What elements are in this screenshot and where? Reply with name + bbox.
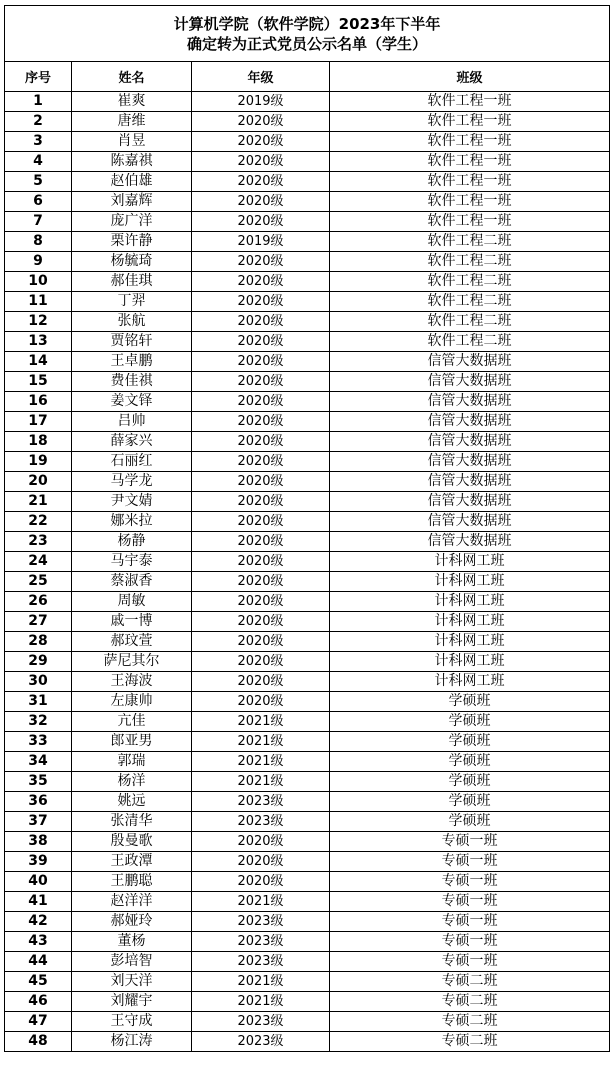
row-index: 1	[5, 92, 72, 112]
grade: 2020级	[192, 332, 330, 352]
class-name: 计科网工班	[330, 632, 610, 652]
header-grade: 年级	[192, 62, 330, 92]
table-row	[5, 892, 610, 912]
table-row	[5, 312, 610, 332]
row-index: 36	[5, 792, 72, 812]
table-row	[5, 752, 610, 772]
grade: 2023级	[192, 912, 330, 932]
table-row	[5, 232, 610, 252]
table-row	[5, 332, 610, 352]
student-name: 王海波	[72, 672, 192, 692]
table-row	[5, 472, 610, 492]
grade: 2020级	[192, 852, 330, 872]
row-index: 26	[5, 592, 72, 612]
table-row	[5, 852, 610, 872]
header-row	[5, 62, 610, 92]
row-index: 7	[5, 212, 72, 232]
student-name: 肖昱	[72, 132, 192, 152]
class-name: 信管大数据班	[330, 392, 610, 412]
row-index: 31	[5, 692, 72, 712]
grade: 2020级	[192, 632, 330, 652]
table-row	[5, 992, 610, 1012]
row-index: 13	[5, 332, 72, 352]
class-name: 学硕班	[330, 812, 610, 832]
row-index: 46	[5, 992, 72, 1012]
grade: 2020级	[192, 312, 330, 332]
grade: 2020级	[192, 192, 330, 212]
row-index: 14	[5, 352, 72, 372]
grade: 2020级	[192, 872, 330, 892]
title-cell	[5, 6, 610, 62]
class-name: 学硕班	[330, 732, 610, 752]
table-row	[5, 272, 610, 292]
class-name: 学硕班	[330, 712, 610, 732]
grade: 2020级	[192, 352, 330, 372]
class-name: 软件工程一班	[330, 152, 610, 172]
class-name: 计科网工班	[330, 592, 610, 612]
class-name: 软件工程二班	[330, 232, 610, 252]
grade: 2023级	[192, 952, 330, 972]
row-index: 25	[5, 572, 72, 592]
table-row	[5, 172, 610, 192]
row-index: 44	[5, 952, 72, 972]
grade: 2020级	[192, 652, 330, 672]
student-name: 石丽红	[72, 452, 192, 472]
student-name: 薛家兴	[72, 432, 192, 452]
student-name: 姜文铎	[72, 392, 192, 412]
class-name: 软件工程一班	[330, 92, 610, 112]
row-index: 21	[5, 492, 72, 512]
class-name: 专硕一班	[330, 872, 610, 892]
table-row	[5, 372, 610, 392]
row-index: 41	[5, 892, 72, 912]
row-index: 28	[5, 632, 72, 652]
row-index: 42	[5, 912, 72, 932]
grade: 2023级	[192, 932, 330, 952]
class-name: 专硕一班	[330, 852, 610, 872]
header-index: 序号	[5, 62, 72, 92]
row-index: 23	[5, 532, 72, 552]
grade: 2021级	[192, 992, 330, 1012]
table-row	[5, 712, 610, 732]
student-name: 尹文婧	[72, 492, 192, 512]
grade: 2020级	[192, 112, 330, 132]
class-name: 信管大数据班	[330, 532, 610, 552]
grade: 2023级	[192, 792, 330, 812]
student-name: 郝佳琪	[72, 272, 192, 292]
grade: 2020级	[192, 592, 330, 612]
student-name: 周敏	[72, 592, 192, 612]
student-name: 丁羿	[72, 292, 192, 312]
row-index: 11	[5, 292, 72, 312]
grade: 2020级	[192, 532, 330, 552]
grade: 2021级	[192, 772, 330, 792]
table-row	[5, 612, 610, 632]
table-row	[5, 552, 610, 572]
table-row	[5, 512, 610, 532]
class-name: 信管大数据班	[330, 452, 610, 472]
grade: 2020级	[192, 512, 330, 532]
row-index: 9	[5, 252, 72, 272]
table-row	[5, 812, 610, 832]
row-index: 3	[5, 132, 72, 152]
table-row	[5, 972, 610, 992]
class-name: 专硕一班	[330, 952, 610, 972]
grade: 2020级	[192, 412, 330, 432]
table-row	[5, 832, 610, 852]
class-name: 学硕班	[330, 772, 610, 792]
grade: 2020级	[192, 832, 330, 852]
class-name: 专硕一班	[330, 892, 610, 912]
grade: 2021级	[192, 892, 330, 912]
grade: 2020级	[192, 272, 330, 292]
grade: 2019级	[192, 92, 330, 112]
student-name: 郭瑞	[72, 752, 192, 772]
class-name: 信管大数据班	[330, 372, 610, 392]
class-name: 专硕二班	[330, 992, 610, 1012]
student-name: 贾铭轩	[72, 332, 192, 352]
grade: 2020级	[192, 132, 330, 152]
student-name: 张航	[72, 312, 192, 332]
table-row	[5, 912, 610, 932]
student-name: 庞广洋	[72, 212, 192, 232]
class-name: 计科网工班	[330, 552, 610, 572]
class-name: 信管大数据班	[330, 352, 610, 372]
class-name: 学硕班	[330, 752, 610, 772]
table-row	[5, 872, 610, 892]
student-name: 郝玟萱	[72, 632, 192, 652]
student-name: 唐维	[72, 112, 192, 132]
table-row	[5, 132, 610, 152]
row-index: 24	[5, 552, 72, 572]
grade: 2019级	[192, 232, 330, 252]
table-row	[5, 252, 610, 272]
grade: 2020级	[192, 372, 330, 392]
table-row	[5, 692, 610, 712]
class-name: 软件工程一班	[330, 172, 610, 192]
class-name: 信管大数据班	[330, 492, 610, 512]
class-name: 专硕一班	[330, 912, 610, 932]
student-name: 王卓鹏	[72, 352, 192, 372]
grade: 2021级	[192, 732, 330, 752]
class-name: 专硕一班	[330, 932, 610, 952]
table-row	[5, 792, 610, 812]
row-index: 8	[5, 232, 72, 252]
student-name: 栗许静	[72, 232, 192, 252]
table-row	[5, 1012, 610, 1032]
class-name: 计科网工班	[330, 652, 610, 672]
table-row	[5, 652, 610, 672]
table-row	[5, 592, 610, 612]
row-index: 45	[5, 972, 72, 992]
row-index: 6	[5, 192, 72, 212]
roster-table	[4, 5, 610, 1052]
student-name: 崔爽	[72, 92, 192, 112]
title-row	[5, 6, 610, 62]
class-name: 软件工程二班	[330, 332, 610, 352]
grade: 2020级	[192, 492, 330, 512]
header-name: 姓名	[72, 62, 192, 92]
student-name: 王政潭	[72, 852, 192, 872]
class-name: 信管大数据班	[330, 512, 610, 532]
table-row	[5, 432, 610, 452]
table-row	[5, 352, 610, 372]
table-row	[5, 452, 610, 472]
student-name: 杨静	[72, 532, 192, 552]
title-line-2: 确定转为正式党员公示名单（学生）	[186, 34, 427, 53]
grade: 2021级	[192, 712, 330, 732]
row-index: 5	[5, 172, 72, 192]
student-name: 郝娅玲	[72, 912, 192, 932]
table-row	[5, 672, 610, 692]
title-line-1: 计算机学院（软件学院）2023年下半年	[173, 14, 441, 33]
roster-body	[5, 92, 610, 1052]
row-index: 22	[5, 512, 72, 532]
row-index: 30	[5, 672, 72, 692]
row-index: 16	[5, 392, 72, 412]
table-row	[5, 772, 610, 792]
student-name: 董杨	[72, 932, 192, 952]
row-index: 12	[5, 312, 72, 332]
row-index: 47	[5, 1012, 72, 1032]
row-index: 10	[5, 272, 72, 292]
student-name: 马宇泰	[72, 552, 192, 572]
grade: 2020级	[192, 612, 330, 632]
class-name: 软件工程一班	[330, 132, 610, 152]
student-name: 刘嘉辉	[72, 192, 192, 212]
class-name: 软件工程二班	[330, 252, 610, 272]
student-name: 左康帅	[72, 692, 192, 712]
class-name: 计科网工班	[330, 572, 610, 592]
class-name: 计科网工班	[330, 612, 610, 632]
row-index: 40	[5, 872, 72, 892]
student-name: 亢佳	[72, 712, 192, 732]
grade: 2020级	[192, 432, 330, 452]
class-name: 软件工程二班	[330, 312, 610, 332]
header-class: 班级	[330, 62, 610, 92]
class-name: 信管大数据班	[330, 412, 610, 432]
grade: 2020级	[192, 692, 330, 712]
student-name: 王守成	[72, 1012, 192, 1032]
student-name: 刘天洋	[72, 972, 192, 992]
student-name: 殷曼歌	[72, 832, 192, 852]
row-index: 18	[5, 432, 72, 452]
table-row	[5, 212, 610, 232]
table-row	[5, 492, 610, 512]
student-name: 刘耀宇	[72, 992, 192, 1012]
student-name: 赵伯雄	[72, 172, 192, 192]
student-name: 娜米拉	[72, 512, 192, 532]
class-name: 专硕二班	[330, 972, 610, 992]
class-name: 学硕班	[330, 792, 610, 812]
student-name: 王鹏聪	[72, 872, 192, 892]
class-name: 软件工程一班	[330, 112, 610, 132]
row-index: 29	[5, 652, 72, 672]
student-name: 戚一博	[72, 612, 192, 632]
grade: 2020级	[192, 672, 330, 692]
student-name: 费佳祺	[72, 372, 192, 392]
grade: 2023级	[192, 1012, 330, 1032]
grade: 2020级	[192, 392, 330, 412]
student-name: 马学龙	[72, 472, 192, 492]
table-row	[5, 192, 610, 212]
table-row	[5, 952, 610, 972]
grade: 2020级	[192, 152, 330, 172]
row-index: 27	[5, 612, 72, 632]
row-index: 20	[5, 472, 72, 492]
row-index: 33	[5, 732, 72, 752]
student-name: 赵洋洋	[72, 892, 192, 912]
table-row	[5, 732, 610, 752]
student-name: 杨江涛	[72, 1032, 192, 1052]
row-index: 15	[5, 372, 72, 392]
class-name: 软件工程一班	[330, 212, 610, 232]
student-name: 杨洋	[72, 772, 192, 792]
grade: 2021级	[192, 752, 330, 772]
grade: 2023级	[192, 812, 330, 832]
grade: 2020级	[192, 172, 330, 192]
grade: 2020级	[192, 292, 330, 312]
class-name: 软件工程一班	[330, 192, 610, 212]
student-name: 郎亚男	[72, 732, 192, 752]
grade: 2020级	[192, 552, 330, 572]
table-row	[5, 532, 610, 552]
grade: 2020级	[192, 452, 330, 472]
row-index: 37	[5, 812, 72, 832]
table-row	[5, 1032, 610, 1052]
grade: 2020级	[192, 212, 330, 232]
table-row	[5, 112, 610, 132]
table-row	[5, 932, 610, 952]
grade: 2020级	[192, 472, 330, 492]
row-index: 2	[5, 112, 72, 132]
student-name: 蔡淑香	[72, 572, 192, 592]
student-name: 吕帅	[72, 412, 192, 432]
student-name: 彭培智	[72, 952, 192, 972]
row-index: 38	[5, 832, 72, 852]
row-index: 43	[5, 932, 72, 952]
table-row	[5, 572, 610, 592]
class-name: 软件工程二班	[330, 292, 610, 312]
class-name: 计科网工班	[330, 672, 610, 692]
grade: 2021级	[192, 972, 330, 992]
class-name: 学硕班	[330, 692, 610, 712]
class-name: 信管大数据班	[330, 472, 610, 492]
row-index: 34	[5, 752, 72, 772]
class-name: 软件工程二班	[330, 272, 610, 292]
grade: 2023级	[192, 1032, 330, 1052]
class-name: 专硕二班	[330, 1012, 610, 1032]
table-row	[5, 152, 610, 172]
student-name: 姚远	[72, 792, 192, 812]
student-name: 萨尼其尔	[72, 652, 192, 672]
class-name: 专硕二班	[330, 1032, 610, 1052]
row-index: 39	[5, 852, 72, 872]
student-name: 张清华	[72, 812, 192, 832]
row-index: 4	[5, 152, 72, 172]
row-index: 19	[5, 452, 72, 472]
class-name: 专硕一班	[330, 832, 610, 852]
row-index: 32	[5, 712, 72, 732]
row-index: 17	[5, 412, 72, 432]
class-name: 信管大数据班	[330, 432, 610, 452]
student-name: 杨毓琦	[72, 252, 192, 272]
grade: 2020级	[192, 252, 330, 272]
table-row	[5, 412, 610, 432]
table-row	[5, 92, 610, 112]
roster-sheet	[4, 5, 609, 1052]
table-row	[5, 632, 610, 652]
table-row	[5, 392, 610, 412]
table-row	[5, 292, 610, 312]
student-name: 陈嘉祺	[72, 152, 192, 172]
row-index: 48	[5, 1032, 72, 1052]
row-index: 35	[5, 772, 72, 792]
grade: 2020级	[192, 572, 330, 592]
